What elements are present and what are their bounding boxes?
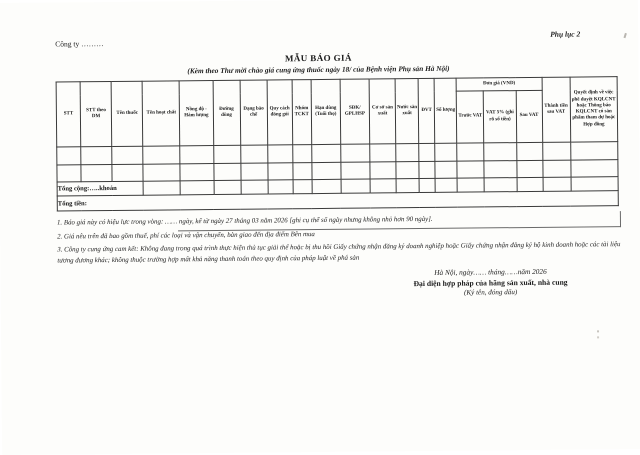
empty-cell [312,162,341,179]
col-header-sau-vat: Sau VAT [516,90,543,142]
quote-table [56,76,619,211]
col-header-ten-thuoc: Tên thuốc [111,81,143,146]
col-header-thanh-tien-sau-vat: Thành tiền sau VAT [542,77,571,142]
empty-cell [112,164,143,181]
col-header-nong-do-ham-luong: Nồng độ - Hàm lượng [180,81,214,146]
signature-place-date: Hà Nội, ngày…… tháng……năm 2026 [434,266,547,277]
note-1: 1. Báo giá này có hiệu lực trong vòng: …… ngày, kể từ ngày 27 tháng 03 năm 2026 [ghi cụ thể số ngày nhưng không nhỏ hơn 90 ngày]. [56,215,433,227]
col-header-ten-hoat-chat: Tên hoạt chất [142,81,180,146]
col-header-quyet-dinh: Quyết định về việc phê duyệt KQLCNT hoặc Thông báo KQLCNT có sản phẩm tham dự hoặc Hợp đồng [570,77,618,142]
note-3: 3. Công ty cung ứng cam kết: Không đang trong quá trình thực hiện thủ tục giải thể hoặc bị thu hồi Giấy chứng nhận đăng ký doanh nghiệp hoặc Giấy chứng nhận đăng ký hộ kinh doanh hoặc các tài liệu tương đương khác; không thuộc trường hợp mất khả năng thanh toán theo quy định của pháp luật về phá sản [57,241,621,265]
signature-sign-note: (Ký tên, đóng dấu) [463,288,518,297]
empty-cell [517,177,543,191]
scan-speck [623,33,626,38]
empty-cell [396,162,419,179]
empty-cell [268,163,293,180]
empty-cell [435,178,457,192]
col-header-nhom-tckt: Nhóm TCKT [292,80,312,145]
col-header-han-dung: Hạn dùng (Tuổi thọ) [311,79,341,144]
empty-cell [484,161,516,178]
empty-cell [543,177,571,191]
company-line: Công ty ……… [55,39,104,49]
empty-cell [81,146,112,164]
empty-cell [312,144,341,162]
page-title: MẪU BÁO GIÁ [284,52,352,64]
col-header-co-so-san-xuat: Cơ sở sản xuất [369,79,396,144]
empty-cell [180,164,213,181]
note-2: 2. Giá nêu trên đã bao gồm thuế, phí các loại và vận chuyển, bàn giao đến địa điểm Bên mua [57,230,315,241]
empty-cell [419,143,435,161]
empty-cell [542,142,570,160]
col-header-nuoc-san-xuat: Nước sản xuất [395,79,419,144]
scan-speck [597,330,599,332]
empty-cell [570,142,617,160]
empty-cell [143,181,180,195]
empty-cell [293,163,312,180]
empty-cell [457,161,484,178]
col-header-so-luong: Số lượng [434,78,457,143]
empty-cell [57,147,81,165]
empty-cell [293,180,312,194]
empty-cell [457,143,484,161]
col-header-dvt: ĐVT [418,78,435,143]
col-header-stt: STT [56,82,81,147]
col-header-quy-cach-dong-goi: Quy cách đóng gói [267,80,293,145]
empty-cell [571,177,618,191]
notes-section [57,213,621,270]
empty-cell [516,160,542,177]
empty-cell [341,144,370,162]
empty-cell [213,145,240,163]
col-header-duong-dung: Đường dùng [213,80,241,145]
empty-cell [112,146,143,164]
empty-cell [143,146,180,164]
empty-cell [419,161,435,178]
empty-cell [143,164,180,181]
empty-cell [57,165,81,182]
empty-cell [312,179,341,193]
empty-cell [396,144,419,162]
empty-cell [267,145,292,163]
empty-cell [571,160,618,177]
empty-cell [214,180,241,194]
empty-cell [484,178,516,192]
col-group-don-gia-vnd: Đơn giá (VND) [456,77,541,91]
empty-cell [268,180,293,194]
empty-cell [180,181,213,195]
empty-cell [542,160,570,177]
empty-cell [81,164,112,181]
empty-cell [457,178,484,192]
col-header-stt-theo-dm: STT theo DM [80,81,112,146]
col-header-dang-bao-che: Dạng bào chế [240,80,268,145]
empty-cell [180,146,213,164]
empty-cell [435,143,457,161]
empty-cell [240,145,267,163]
empty-cell [293,145,312,163]
empty-cell [241,180,268,194]
appendix-label: Phụ lục 2 [550,29,581,39]
empty-cell [341,162,370,179]
empty-cell [341,179,370,193]
empty-cell [396,179,419,193]
col-header-vat-5: VAT 5% (ghi rõ số tiền) [484,91,517,143]
empty-cell [213,163,240,180]
empty-cell [435,161,457,178]
col-header-sdk-gplhsp: SĐK/ GPLHSP [340,79,370,144]
total-amount-label: Tổng tiền: [57,191,618,211]
col-header-truoc-vat: Trước VAT [457,91,485,143]
total-items-label: Tổng cộng:…..khoản [57,181,143,196]
signature-block [345,266,635,298]
empty-cell [370,162,396,179]
empty-cell [370,179,396,193]
page-subtitle: (Kèm theo Thư mời chào giá cung ứng thuốc ngày 18/ của Bệnh viện Phụ sản Hà Nội) [187,63,450,76]
empty-cell [419,178,435,192]
signature-signer-title: Đại diện hợp pháp của hãng sản xuất, nhà cung [413,277,568,289]
empty-cell [484,143,516,161]
empty-cell [370,144,396,162]
empty-cell [241,163,268,180]
empty-cell [516,142,542,160]
